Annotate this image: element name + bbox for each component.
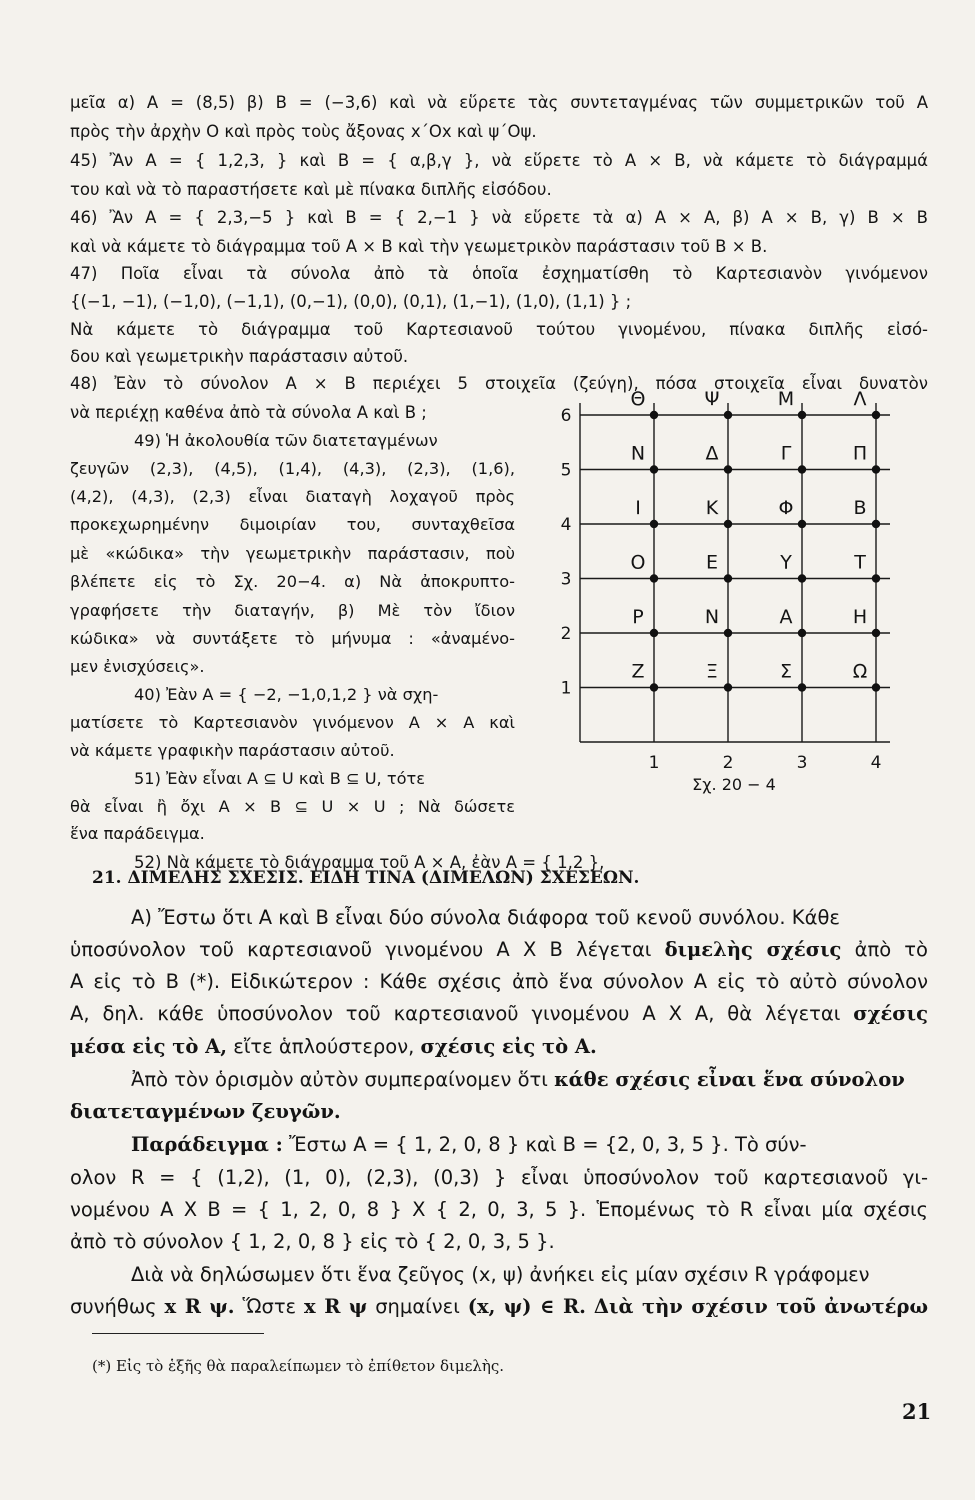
cipher-letter: Τ — [854, 551, 866, 574]
y-tick-label: 1 — [560, 678, 572, 699]
grid-point — [798, 411, 806, 419]
exercise-51-line: ἕνα παράδειγμα. — [70, 824, 205, 843]
paragraph-d-line: Διὰ νὰ δηλώσωμεν ὅτι ἕνα ζεῦγος (x, ψ) ἀνήκει εἰς μίαν σχέσιν R γράφομεν — [131, 1263, 870, 1286]
footnote: (*) Εἰς τὸ ἑξῆς θὰ παραλείπωμεν τὸ ἐπίθετον διμελὴς. — [92, 1357, 505, 1375]
x-tick-label: 3 — [796, 753, 808, 773]
exercise-49-line: κώδικα» νὰ συντάξετε τὸ μήνυμα : «ἀναμένο- — [70, 629, 515, 648]
cipher-letter: Υ — [780, 551, 792, 574]
paragraph-a-line: ὑποσύνολον τοῦ καρτεσιανοῦ γινομένου A X B λέγεται διμελὴς σχέσις ἀπὸ τὸ — [70, 938, 928, 961]
grid-point — [724, 683, 732, 691]
example-line: Παράδειγμα : Ἔστω A = { 1, 2, 0, 8 } καὶ B = {2, 0, 3, 5 }. Τὸ σύν- — [131, 1133, 807, 1156]
cipher-letter: Α — [779, 606, 793, 628]
y-tick-label: 6 — [560, 406, 572, 426]
cipher-letter: Π — [852, 442, 868, 465]
exercise-48-line: 48) Ἐὰν τὸ σύνολον A × B περιέχει 5 στοιχεῖα (ζεύγη), πόσα στοιχεῖα εἶναι δυνατὸν — [70, 374, 928, 393]
section-heading: 21. ΔΙΜΕΛΗΣ ΣΧΕΣΙΣ. ΕΙΔΗ ΤΙΝΑ (ΔΙΜΕΛΩΝ) ΣΧΕΣΕΩΝ. — [92, 868, 640, 888]
cipher-letter: Θ — [630, 388, 646, 410]
grid-point — [724, 411, 732, 419]
cipher-letter: Δ — [705, 442, 719, 465]
y-tick-label: 2 — [560, 624, 572, 644]
figure-caption: Σχ. 20 − 4 — [692, 775, 776, 794]
term-dimelis-schesis: διμελὴς σχέσις — [664, 938, 842, 961]
exercise-48-line: νὰ περιέχῃ καθένα ἀπὸ τὰ σύνολα A καὶ B ; — [70, 403, 427, 422]
paragraph-a-line: A) Ἔστω ὅτι A καὶ B εἶναι δύο σύνολα διάφορα τοῦ κενοῦ συνόλου. Κάθε — [131, 906, 840, 929]
cipher-letter: Φ — [778, 497, 794, 519]
y-tick-label: 4 — [560, 515, 572, 535]
grid-point — [872, 629, 880, 637]
grid-point — [872, 465, 880, 473]
cipher-letter: Κ — [705, 497, 719, 519]
x-tick-label: 2 — [722, 753, 734, 773]
grid-point — [872, 520, 880, 528]
exercise-line: πρὸς τὴν ἀρχὴν O καὶ πρὸς τοὺς ἄξονας x΄Ox καὶ ψ΄Oψ. — [70, 122, 537, 141]
cipher-letter: Μ — [777, 388, 795, 410]
cipher-letter: Η — [852, 606, 868, 628]
exercise-49-line: 49) Ἡ ἀκολουθία τῶν διατεταγμένων — [134, 431, 438, 450]
example-line: ολον R = { (1,2), (1, 0), (2,3), (0,3) } εἶναι ὑποσύνολον τοῦ καρτεσιανοῦ γι- — [70, 1166, 928, 1189]
x-tick-label: 1 — [648, 753, 660, 773]
cipher-letter: Γ — [780, 442, 792, 465]
paragraph-b-line: Ἀπὸ τὸν ὁρισμὸν αὐτὸν συμπεραίνομεν ὅτι κάθε σχέσις εἶναι ἕνα σύνολον — [131, 1068, 905, 1091]
grid-point — [872, 411, 880, 419]
exercise-49-line: μεν ἐνισχύσεις». — [70, 657, 205, 676]
grid-point — [650, 683, 658, 691]
grid-point — [724, 629, 732, 637]
exercise-47-line: 47) Ποῖα εἶναι τὰ σύνολα ἀπὸ τὰ ὁποῖα ἐσχηματίσθη τὸ Καρτεσιανὸν γινόμενον — [70, 264, 928, 283]
exercise-45-line: του καὶ νὰ τὸ παραστήσετε καὶ μὲ πίνακα διπλῆς εἰσόδου. — [70, 180, 552, 199]
cipher-letter: Β — [853, 497, 867, 519]
exercise-49-line: (4,2), (4,3), (2,3) εἶναι διαταγὴ λοχαγοῦ πρὸς — [70, 487, 515, 506]
exercise-51-line: 51) Ἐὰν εἶναι A ⊆ U καὶ B ⊆ U, τότε — [134, 769, 425, 788]
exercise-49-line: ζευγῶν (2,3), (4,5), (1,4), (4,3), (2,3), (1,6), — [70, 459, 515, 478]
exercise-47-line: δου καὶ γεωμετρικὴν παράστασιν αὐτοῦ. — [70, 347, 409, 366]
exercise-46-line: καὶ νὰ κάμετε τὸ διάγραμμα τοῦ A × B καὶ τὴν γεωμετρικὸν παράστασιν τοῦ B × B. — [70, 237, 768, 256]
paragraph-d-line: συνήθως x R ψ. Ὥστε x R ψ σημαίνει (x, ψ) ∈ R. Διὰ τὴν σχέσιν τοῦ ἀνωτέρω — [70, 1295, 929, 1318]
grid-point — [724, 574, 732, 582]
exercise-40-line: νὰ κάμετε γραφικὴν παράστασιν αὐτοῦ. — [70, 741, 395, 760]
cipher-letter: Ρ — [632, 606, 644, 628]
page-number: 21 — [902, 1399, 932, 1424]
y-tick-label: 5 — [560, 460, 572, 481]
exercise-47-line: Νὰ κάμετε τὸ διάγραμμα τοῦ Καρτεσιανοῦ τούτου γινομένου, πίνακα διπλῆς εἰσό- — [70, 320, 928, 339]
cipher-letter: Λ — [853, 388, 867, 410]
grid-point — [798, 465, 806, 473]
grid-point — [724, 520, 732, 528]
example-label: Παράδειγμα : — [131, 1133, 283, 1156]
grid-point — [798, 520, 806, 528]
cipher-letter: Ι — [635, 497, 641, 519]
y-tick-label: 3 — [560, 569, 572, 590]
x-tick-label: 4 — [870, 753, 882, 773]
cipher-letter: Ψ — [704, 388, 720, 410]
paragraph-a-line: μέσα εἰς τὸ A, εἴτε ἁπλούστερον, σχέσις εἰς τὸ A. — [70, 1035, 597, 1058]
exercise-49-line: βλέπετε εἰς τὸ Σχ. 20−4. α) Νὰ ἀποκρυπτο- — [70, 572, 515, 591]
paragraph-a-line: A, δηλ. κάθε ὑποσύνολον τοῦ καρτεσιανοῦ γινομένου A X A, θὰ λέγεται σχέσις — [70, 1002, 928, 1025]
cipher-letter: Ξ — [705, 660, 719, 683]
grid-point — [650, 520, 658, 528]
exercise-line: μεῖα α) A = (8,5) β) B = (−3,6) καὶ νὰ εὕρετε τὰς συντεταγμένας τῶν συμμετρικῶν τοῦ A — [70, 93, 928, 112]
exercise-40-line: 40) Ἐὰν A = { −2, −1,0,1,2 } νὰ σχη- — [134, 685, 439, 704]
exercise-46-line: 46) Ἂν A = { 2,3,−5 } καὶ B = { 2,−1 } νὰ εὕρετε τὰ α) A × A, β) A × B, γ) B × B — [70, 208, 928, 227]
exercise-49-line: προκεχωρημένην διμοιρίαν του, συνταχθεῖσα — [70, 515, 515, 534]
exercise-47-set: {(−1, −1), (−1,0), (−1,1), (0,−1), (0,0), (0,1), (1,−1), (1,0), (1,1) } ; — [70, 292, 632, 311]
grid-point — [650, 574, 658, 582]
grid-point — [872, 574, 880, 582]
exercise-49-line: μὲ «κώδικα» τὴν γεωμετρικὴν παράστασιν, ποὺ — [70, 544, 515, 563]
exercise-51-line: θὰ εἶναι ἢ ὄχι A × B ⊆ U × U ; Νὰ δώσετε — [70, 797, 515, 816]
exercise-45-line: 45) Ἂν A = { 1,2,3, } καὶ B = { α,β,γ }, νὰ εὕρετε τὸ A × B, νὰ κάμετε τὸ διάγραμμά — [70, 151, 928, 170]
grid-point — [650, 411, 658, 419]
cipher-letter: Ε — [705, 551, 719, 574]
grid-point — [798, 683, 806, 691]
grid-point — [724, 465, 732, 473]
grid-point — [650, 629, 658, 637]
footnote-rule — [92, 1333, 264, 1334]
cipher-letter: Σ — [779, 660, 793, 683]
paragraph-b-line: διατεταγμένων ζευγῶν. — [70, 1100, 341, 1123]
cipher-letter: Ω — [852, 660, 868, 683]
grid-point — [798, 574, 806, 582]
grid-point — [650, 465, 658, 473]
example-line: νομένου A X B = { 1, 2, 0, 8 } X { 2, 0, 3, 5 }. Ἑπομένως τὸ R εἶναι μία σχέσις — [70, 1198, 928, 1221]
cipher-letter: Ν — [630, 442, 646, 465]
exercise-52-line: 52) Νὰ κάμετε τὸ διάγραμμα τοῦ A × A, ἐὰν A = { 1,2 }, — [134, 853, 605, 872]
grid-point — [798, 629, 806, 637]
exercise-49-line: γραφήσετε τὴν διαταγήν, β) Μὲ τὸν ἴδιον — [70, 601, 515, 620]
example-line: ἀπὸ τὸ σύνολον { 1, 2, 0, 8 } εἰς τὸ { 2, 0, 3, 5 }. — [70, 1230, 555, 1253]
cipher-letter: Ν — [704, 606, 720, 628]
paragraph-a-line: A εἰς τὸ B (*). Εἰδικώτερον : Κάθε σχέσις ἀπὸ ἕνα σύνολον A εἰς τὸ αὐτὸ σύνολον — [70, 970, 928, 993]
exercise-40-line: ματίσετε τὸ Καρτεσιανὸν γινόμενον A × A καὶ — [70, 713, 515, 732]
cipher-letter: Ζ — [631, 660, 645, 683]
grid-point — [872, 683, 880, 691]
cipher-letter: Ο — [630, 551, 646, 574]
